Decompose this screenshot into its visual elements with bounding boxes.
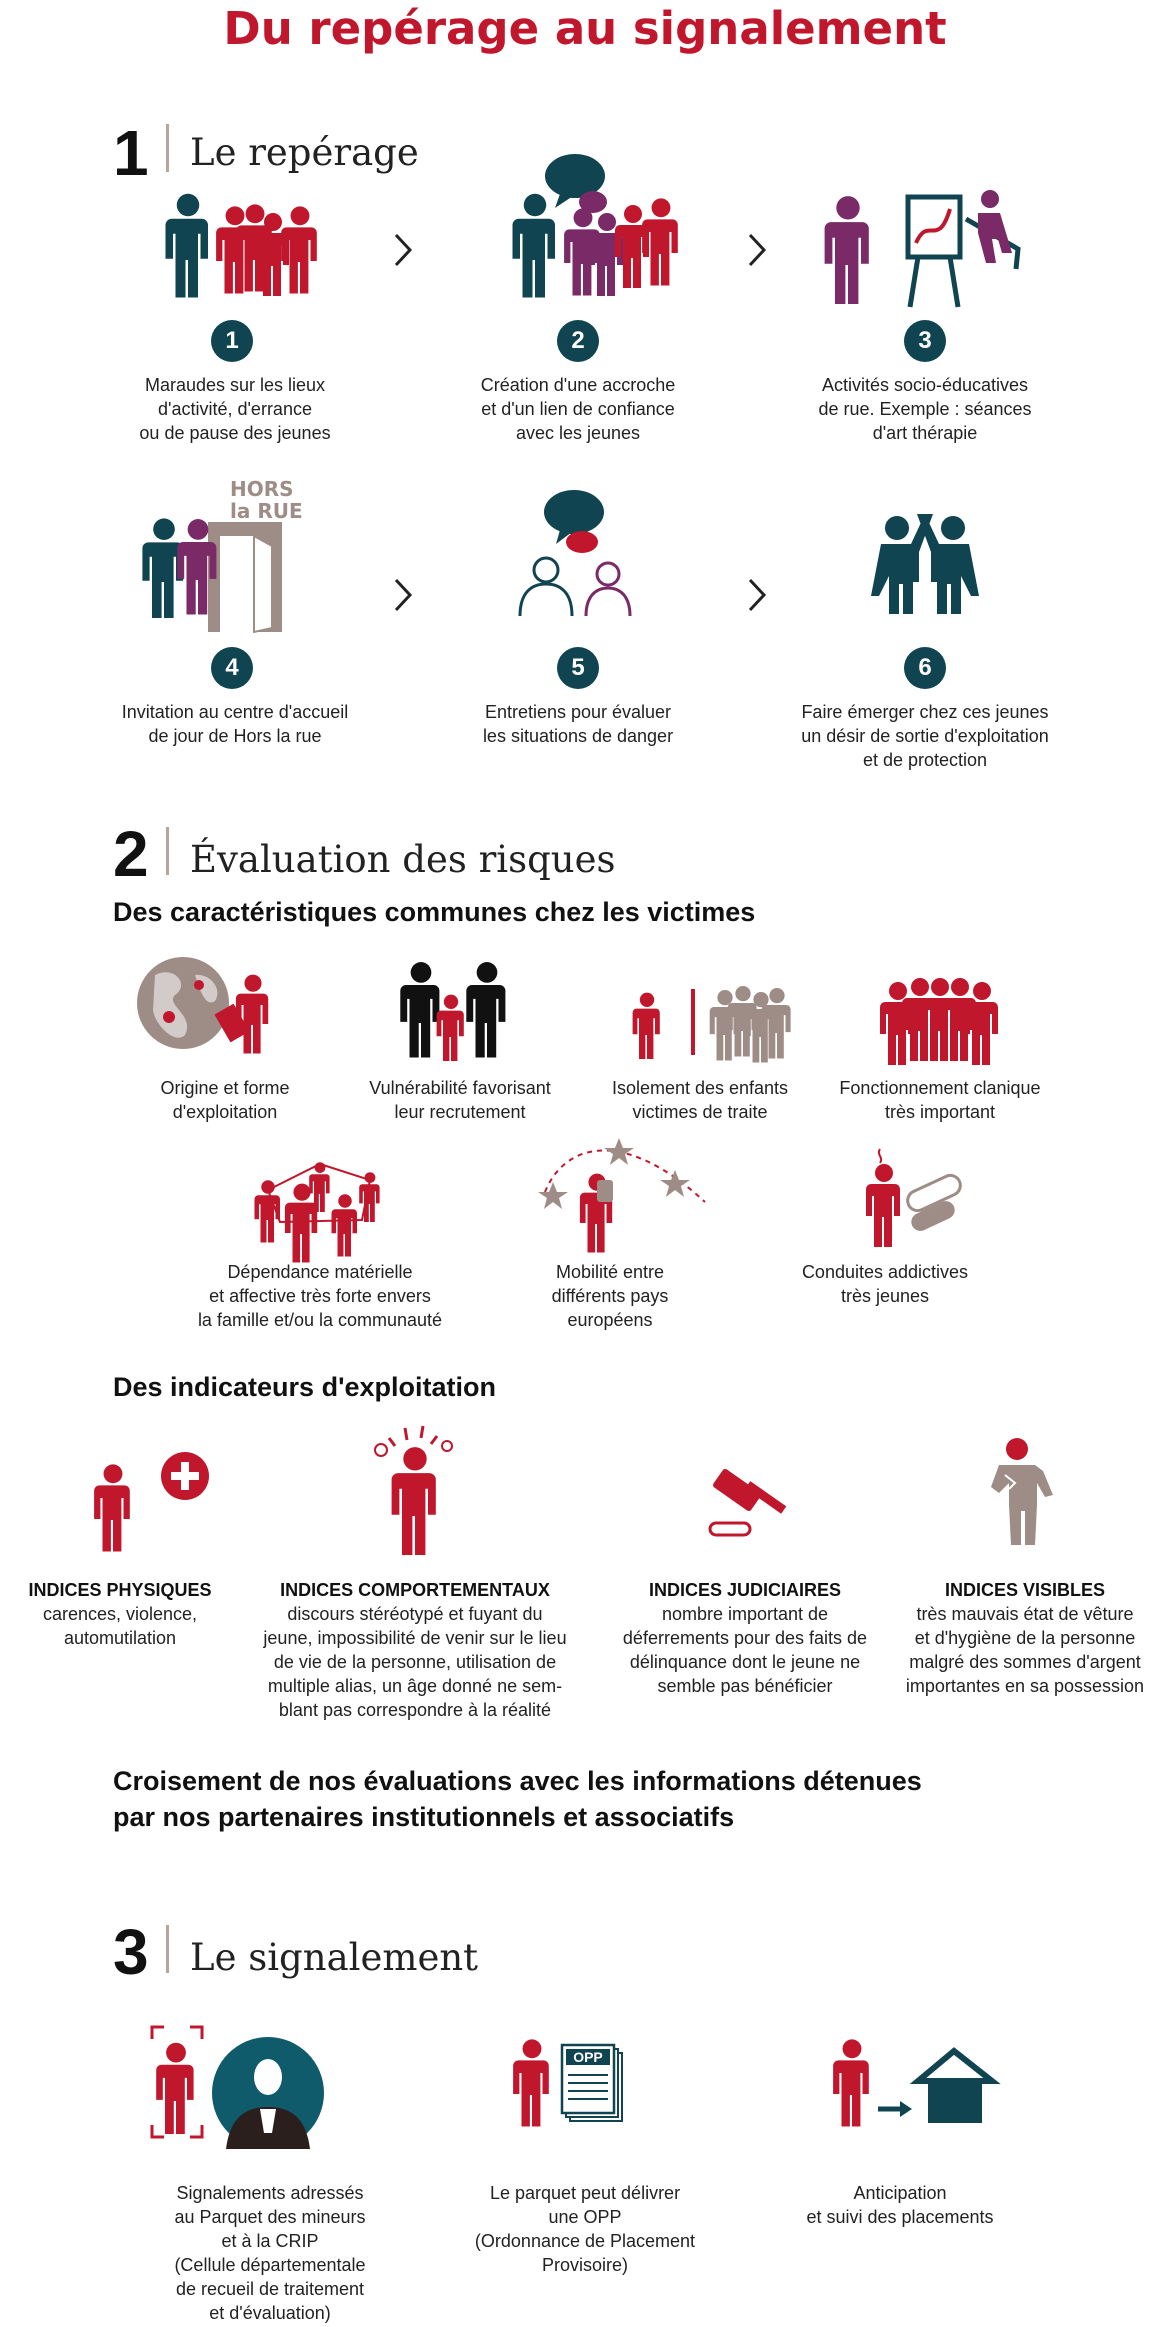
reporting-caption: Anticipation et suivi des placements bbox=[806, 2183, 994, 2227]
hors-la-rue-logo-text: HORS bbox=[230, 477, 294, 501]
section-divider bbox=[166, 124, 169, 172]
characteristic-caption: Conduites addictives très jeunes bbox=[801, 1262, 969, 1306]
indicator-text: discours stéréotypé et fuyant du jeune, impossibilité de venir sur le lieu de vie de la personne, utilisation de multiple alias, un âge donné ne sem- blant pas correspondre à la réalité bbox=[263, 1604, 567, 1720]
step-caption-5: Entretiens pour évaluer les situations de danger bbox=[482, 702, 674, 746]
step-badge-2: 2 bbox=[557, 320, 599, 362]
indicators-heading: Des indicateurs d'exploitation bbox=[113, 1372, 496, 1402]
step-badge-5: 5 bbox=[557, 647, 599, 689]
medical-cross-icon bbox=[85, 1448, 215, 1558]
isolated-child-icon bbox=[625, 985, 785, 1065]
high-five-icon bbox=[865, 510, 985, 620]
interview-icon bbox=[510, 488, 640, 628]
characteristic-caption: Isolement des enfants victimes de traite bbox=[611, 1078, 789, 1122]
step-caption-2: Création d'une accroche et d'un lien de confiance avec les jeunes bbox=[480, 375, 676, 443]
chevron-right-icon bbox=[394, 578, 414, 612]
characteristic-caption: Origine et forme d'exploitation bbox=[160, 1078, 290, 1122]
judge-gavel-icon bbox=[700, 1465, 800, 1545]
vulnerable-family-icon bbox=[395, 965, 515, 1065]
section-2-number: 2 bbox=[113, 818, 149, 890]
placement-house-icon bbox=[830, 2035, 1000, 2140]
step-caption-3: Activités socio-éducatives de rue. Exemple : séances d'art thérapie bbox=[818, 375, 1032, 443]
drop-in-center-door-icon bbox=[140, 476, 303, 644]
indicator-text: très mauvais état de vêture et d'hygiène de la personne malgré des sommes d'argent importantes en sa possession bbox=[905, 1604, 1145, 1696]
conversation-group-icon bbox=[505, 150, 685, 315]
art-therapy-icon bbox=[818, 185, 1033, 315]
section-divider bbox=[166, 827, 169, 875]
svg-text:la RUE: la RUE bbox=[230, 499, 303, 523]
page-title: Du repérage au signalement bbox=[223, 2, 947, 55]
community-network-icon bbox=[250, 1150, 390, 1250]
reporting-caption: Le parquet peut délivrer une OPP (Ordonnance de Placement Provisoire) bbox=[474, 2183, 696, 2275]
indicator-title: INDICES COMPORTEMENTAUX bbox=[280, 1580, 550, 1600]
step-badge-4: 4 bbox=[211, 647, 253, 689]
step-caption-6: Faire émerger chez ces jeunes un désir de sortie d'exploitation et de protection bbox=[801, 702, 1049, 770]
chevron-right-icon bbox=[748, 233, 768, 267]
mobility-stars-icon bbox=[535, 1132, 710, 1242]
chevron-right-icon bbox=[748, 578, 768, 612]
characteristic-caption: Dépendance matérielle et affective très forte envers la famille et/ou la communauté bbox=[197, 1262, 443, 1330]
section-2-title: Évaluation des risques bbox=[190, 838, 616, 881]
characteristic-caption: Fonctionnement clanique très important bbox=[839, 1078, 1041, 1122]
opp-label: OPP bbox=[573, 2049, 603, 2065]
section-3-title: Le signalement bbox=[190, 1936, 479, 1979]
addiction-icon bbox=[860, 1155, 970, 1255]
step-badge-6: 6 bbox=[904, 647, 946, 689]
indicator-text: nombre important de déferrements pour des faits de délinquance dont le jeune ne semble pas bénéficier bbox=[622, 1604, 868, 1696]
indicator-text: carences, violence, automutilation bbox=[42, 1604, 198, 1648]
reporting-caption: Signalements adressés au Parquet des mineurs et à la CRIP (Cellule départementale de recueil de traitement et d'évaluation) bbox=[174, 2183, 366, 2323]
section-3-number: 3 bbox=[113, 1916, 149, 1988]
characteristic-caption: Vulnérabilité favorisant leur recrutement bbox=[369, 1078, 551, 1122]
section-1-number: 1 bbox=[113, 117, 149, 189]
characteristics-heading: Des caractéristiques communes chez les victimes bbox=[113, 897, 756, 927]
clan-group-icon bbox=[880, 975, 1000, 1065]
globe-exploitation-icon bbox=[135, 955, 295, 1065]
chevron-right-icon bbox=[394, 233, 414, 267]
characteristic-caption: Mobilité entre différents pays européens bbox=[551, 1262, 669, 1330]
step-badge-3: 3 bbox=[904, 320, 946, 362]
indicator-title: INDICES JUDICIAIRES bbox=[648, 1580, 842, 1600]
step-caption-1: Maraudes sur les lieux d'activité, d'errance ou de pause des jeunes bbox=[139, 375, 331, 443]
ragged-clothes-icon bbox=[975, 1435, 1065, 1550]
step-caption-4: Invitation au centre d'accueil de jour de Hors la rue bbox=[121, 702, 349, 746]
crossing-statement: Croisement de nos évaluations avec les informations détenues par nos partenaires institutionnels et associatifs bbox=[113, 1766, 922, 1832]
street-outreach-icon bbox=[160, 200, 330, 315]
opp-document-icon bbox=[510, 2035, 630, 2140]
indicator-title: INDICES PHYSIQUES bbox=[28, 1580, 212, 1600]
stressed-person-icon bbox=[365, 1420, 465, 1560]
section-1-title: Le repérage bbox=[190, 131, 419, 174]
step-badge-1: 1 bbox=[211, 320, 253, 362]
prosecutor-report-icon bbox=[150, 2025, 330, 2155]
indicator-title: INDICES VISIBLES bbox=[944, 1580, 1106, 1600]
section-divider bbox=[166, 1925, 169, 1973]
